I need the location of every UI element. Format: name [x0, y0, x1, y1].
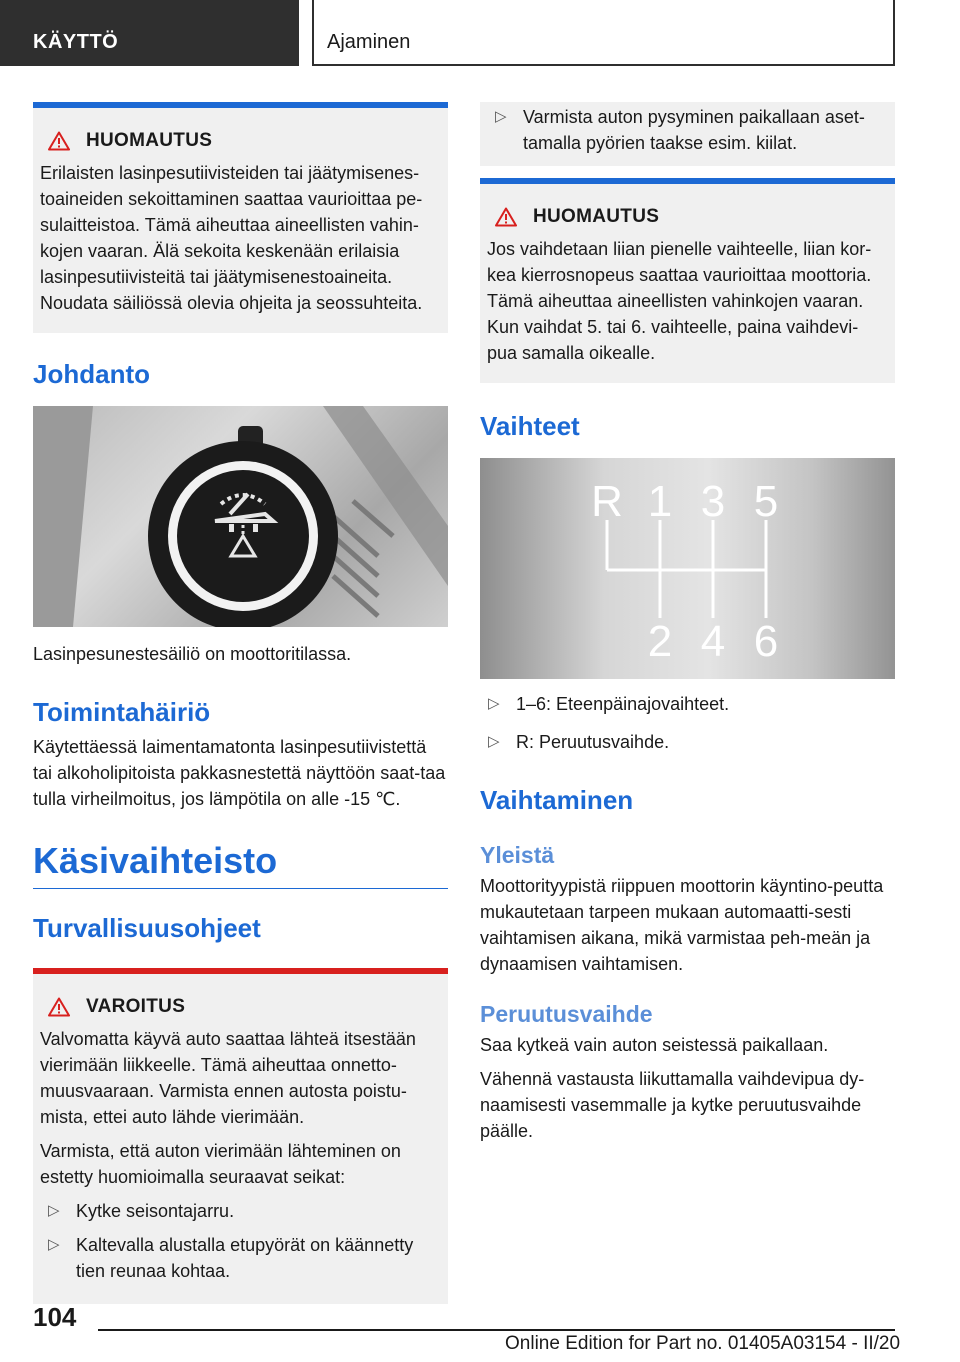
list-item-text: Kytke seisontajarru.	[76, 1201, 235, 1221]
chapter-title: Käsivaihteisto	[33, 840, 448, 889]
warning-continuation-box	[480, 102, 895, 166]
list-item	[480, 691, 895, 717]
text-yleista: Moottorityypistä riippuen moottorin käyntino-peutta mukautetaan tarpeen mukaan automaatti-sesti vaihtamisen aikana, mikä varmistaa peh-meän ja dynaamisen vaihtamisen.	[480, 876, 884, 974]
text-peruutusvaihde-2: Vähennä vastausta liikuttamalla vaihdevipua dy-naamisesti vasemmalle ja kytke peruutusvaihde päälle.	[480, 1069, 865, 1141]
warning-triangle-icon	[495, 207, 517, 227]
text-toimintahairio: Käytettäessä laimentamatonta lasinpesutiivistettä tai alkoholipitoista pakkasnestettä näyttöön saat-taa tulla virheilmoitus, jos lämpötila on alle -15 ℃.	[33, 737, 446, 809]
list-item	[40, 1232, 441, 1284]
note-box-washer	[33, 102, 448, 333]
heading-johdanto: Johdanto	[33, 359, 150, 389]
bullet-triangle-icon: ▷	[488, 695, 500, 712]
left-column	[33, 102, 448, 1304]
gear-label-top: 1	[647, 477, 673, 526]
warning-bullets	[40, 1198, 441, 1284]
warning-text-2: Varmista, että auton vierimään lähteminen on estetty huomioimalla seuraavat seikat:	[40, 1141, 401, 1187]
gear-label-bottom: 4	[700, 617, 726, 666]
warning-title: VAROITUS	[86, 996, 186, 1017]
heading-vaihteet: Vaihteet	[480, 411, 580, 441]
list-item	[487, 104, 888, 156]
caption-washer: Lasinpesunestesäiliö on moottoritilassa.	[33, 644, 352, 664]
warning-header	[48, 996, 441, 1018]
heading-yleista: Yleistä	[480, 842, 555, 868]
heading-vaihtaminen: Vaihtaminen	[480, 785, 634, 815]
gear-label-top: 3	[700, 477, 726, 526]
gear-bullets	[480, 691, 895, 755]
gear-pattern-diagram	[480, 458, 895, 679]
text-peruutusvaihde-1: Saa kytkeä vain auton seistessä paikallaan.	[480, 1035, 829, 1055]
warning-triangle-icon	[48, 997, 70, 1017]
list-item-text: 1–6: Eteenpäinajovaihteet.	[516, 694, 730, 714]
note-header	[48, 130, 441, 152]
gear-label-top: R	[591, 477, 623, 526]
washer-reservoir-illustration	[33, 406, 448, 627]
note-header	[495, 206, 888, 228]
header-section-label: KÄYTTÖ	[33, 31, 119, 53]
gear-label-bottom: 2	[647, 617, 673, 666]
warning-triangle-icon	[48, 131, 70, 151]
gear-shift-pattern-image	[480, 458, 895, 679]
gear-label-top: 5	[753, 477, 779, 526]
footer-edition: Online Edition for Part no. 01405A03154 - II/20	[505, 1333, 901, 1354]
note-text: Erilaisten lasinpesutiivisteiden tai jäätymisenes-toaineiden sekoittaminen saattaa vaurioittaa pe-sulaitteistoa. Tämä aiheuttaa aineellisten vahin-kojen vaaran. Älä sekoita keskenään erilaisia lasinpesutiivisteitä tai jäätymisenestoaineita. Noudata säiliössä olevia ohjeita ja seossuhteita.	[40, 163, 423, 313]
bullet-triangle-icon: ▷	[48, 1202, 60, 1219]
list-item	[40, 1198, 441, 1224]
list-item-text: R: Peruutusvaihde.	[516, 732, 670, 752]
bullet-triangle-icon: ▷	[495, 108, 507, 125]
note-title: HUOMAUTUS	[86, 130, 213, 151]
gear-bullets-block	[480, 691, 895, 755]
warning-text-1: Valvomatta käyvä auto saattaa lähteä itsestään vierimään liikkeelle. Tämä aiheuttaa onnetto-muusvaaraan. Varmista ennen autosta poistu-mista, ettei auto lähde vierimään.	[40, 1029, 416, 1127]
heading-turvallisuus: Turvallisuusohjeet	[33, 913, 261, 943]
note-box-gears	[480, 178, 895, 383]
bullet-triangle-icon: ▷	[48, 1236, 60, 1253]
heading-peruutusvaihde: Peruutusvaihde	[480, 1001, 653, 1027]
page-number: 104	[33, 1302, 77, 1332]
note-title: HUOMAUTUS	[533, 206, 660, 227]
gear-label-bottom: 6	[753, 617, 779, 666]
header-chapter-label: Ajaminen	[327, 31, 411, 53]
header-section-tab	[0, 0, 299, 66]
right-column	[480, 102, 895, 1144]
washer-reservoir-photo	[33, 406, 448, 627]
bullet-triangle-icon: ▷	[488, 733, 500, 750]
list-item-text: Varmista auton pysyminen paikallaan aset-tamalla pyörien taakse esim. kiilat.	[523, 107, 865, 153]
warning-box	[33, 968, 448, 1304]
heading-toimintahairio: Toimintahäiriö	[33, 697, 211, 727]
header-chapter-box	[312, 0, 895, 66]
note-text: Jos vaihdetaan liian pienelle vaihteelle, liian kor-kea kierrosnopeus saattaa vaurioittaa moottoria. Tämä aiheuttaa aineellisten vahinkojen vaaran. Kun vaihdat 5. tai 6. vaihteelle, paina vaihdevi-pua samalla oikealle.	[487, 239, 872, 363]
footer-divider	[98, 1329, 895, 1331]
list-item-text: Kaltevalla alustalla etupyörät on käännetty tien reunaa kohtaa.	[76, 1235, 414, 1281]
warning-continuation-bullets	[487, 104, 888, 156]
list-item	[480, 729, 895, 755]
